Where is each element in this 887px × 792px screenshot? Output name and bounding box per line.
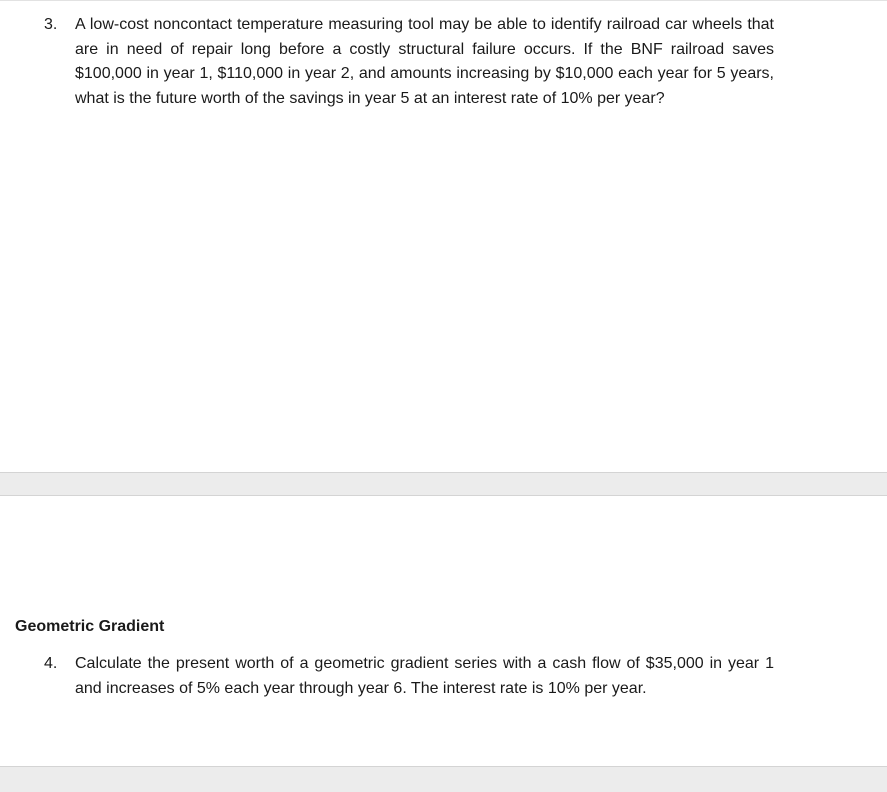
page-break bbox=[0, 766, 887, 792]
question-text: A low-cost noncontact temperature measuring tool may be able to identify railroad car wheels that are in need of repair long before a costly structural failure occurs. If the BNF railroad saves $100,000 in year 1, $110,000 in year 2, and amounts increasing by $10,000 each year for 5 years, what is the future worth of the savings in year 5 at an interest rate of 10% per year? bbox=[75, 16, 774, 107]
section-heading-geometric-gradient: Geometric Gradient bbox=[15, 618, 165, 635]
question-number: 3. bbox=[44, 16, 58, 33]
page-break bbox=[0, 472, 887, 496]
question-text: Calculate the present worth of a geometric gradient series with a cash flow of $35,000 in year 1 and increases of 5% each year through year 6. The interest rate is 10% per year. bbox=[75, 655, 774, 697]
question-4 bbox=[44, 652, 774, 701]
document-page-1 bbox=[0, 1, 887, 472]
question-number: 4. bbox=[44, 655, 58, 672]
document-page-2 bbox=[0, 496, 887, 766]
question-3 bbox=[44, 13, 774, 111]
